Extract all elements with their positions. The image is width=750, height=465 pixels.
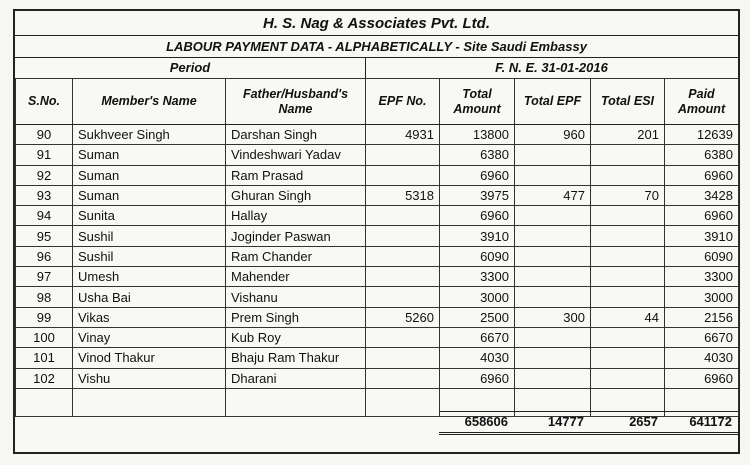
cell-paid-amount: 6670 (665, 327, 739, 347)
col-father-name: Father/Husband's Name (226, 79, 366, 125)
blank-cell (73, 388, 226, 416)
cell-total-epf (515, 226, 591, 246)
payment-table (15, 78, 739, 417)
cell-epf-no (366, 327, 440, 347)
cell-total-epf: 300 (515, 307, 591, 327)
blank-cell (226, 388, 366, 416)
cell-epf-no (366, 368, 440, 388)
cell-total-epf (515, 165, 591, 185)
cell-father-name: Bhaju Ram Thakur (226, 348, 366, 368)
cell-paid-amount: 3300 (665, 267, 739, 287)
cell-paid-amount: 6960 (665, 206, 739, 226)
cell-paid-amount: 4030 (665, 348, 739, 368)
cell-total-amount: 6960 (440, 165, 515, 185)
col-epf-no: EPF No. (366, 79, 440, 125)
cell-paid-amount: 6960 (665, 368, 739, 388)
cell-epf-no (366, 165, 440, 185)
cell-member-name: Vishu (73, 368, 226, 388)
cell-total-esi (591, 368, 665, 388)
cell-epf-no (366, 145, 440, 165)
table-row (16, 368, 739, 388)
payment-sheet (13, 9, 740, 454)
cell-paid-amount: 6380 (665, 145, 739, 165)
cell-epf-no (366, 226, 440, 246)
cell-total-esi (591, 267, 665, 287)
cell-father-name: Vishanu (226, 287, 366, 307)
cell-epf-no (366, 348, 440, 368)
cell-epf-no: 5260 (366, 307, 440, 327)
table-row (16, 287, 739, 307)
cell-total-amount: 3910 (440, 226, 515, 246)
cell-total-epf (515, 287, 591, 307)
cell-father-name: Ram Chander (226, 246, 366, 266)
cell-total-epf: 477 (515, 185, 591, 205)
period-value: F. N. E. 31-01-2016 (495, 60, 608, 75)
cell-epf-no (366, 287, 440, 307)
table-row (16, 348, 739, 368)
cell-paid-amount: 6960 (665, 165, 739, 185)
cell-total-esi (591, 348, 665, 368)
table-row (16, 145, 739, 165)
cell-paid-amount: 3000 (665, 287, 739, 307)
table-row (16, 125, 739, 145)
cell-total-amount: 4030 (440, 348, 515, 368)
cell-father-name: Vindeshwari Yadav (226, 145, 366, 165)
cell-total-esi (591, 287, 665, 307)
cell-member-name: Suman (73, 185, 226, 205)
period-label: Period (15, 57, 366, 78)
cell-epf-no (366, 267, 440, 287)
cell-paid-amount: 12639 (665, 125, 739, 145)
period-row (15, 57, 738, 79)
cell-total-epf (515, 145, 591, 165)
cell-sno: 95 (16, 226, 73, 246)
cell-total-epf (515, 368, 591, 388)
cell-sno: 91 (16, 145, 73, 165)
report-subtitle: LABOUR PAYMENT DATA - ALPHABETICALLY - Site Saudi Embassy (15, 35, 738, 58)
cell-paid-amount: 2156 (665, 307, 739, 327)
cell-sno: 97 (16, 267, 73, 287)
table-row (16, 267, 739, 287)
cell-father-name: Hallay (226, 206, 366, 226)
col-total-epf: Total EPF (515, 79, 591, 125)
table-row (16, 307, 739, 327)
grand-total-epf: 14777 (547, 414, 584, 429)
cell-total-esi (591, 327, 665, 347)
cell-total-amount: 3000 (440, 287, 515, 307)
cell-sno: 102 (16, 368, 73, 388)
cell-total-amount: 3300 (440, 267, 515, 287)
cell-total-epf (515, 267, 591, 287)
cell-total-epf: 960 (515, 125, 591, 145)
grand-total-esi: 2657 (629, 414, 658, 429)
cell-sno: 96 (16, 246, 73, 266)
blank-cell (366, 388, 440, 416)
cell-total-epf (515, 246, 591, 266)
cell-epf-no: 5318 (366, 185, 440, 205)
cell-member-name: Suman (73, 165, 226, 185)
cell-total-esi: 201 (591, 125, 665, 145)
cell-total-amount: 6380 (440, 145, 515, 165)
cell-father-name: Ghuran Singh (226, 185, 366, 205)
cell-total-amount: 13800 (440, 125, 515, 145)
cell-father-name: Darshan Singh (226, 125, 366, 145)
cell-total-esi (591, 246, 665, 266)
cell-member-name: Vikas (73, 307, 226, 327)
cell-father-name: Prem Singh (226, 307, 366, 327)
cell-total-amount: 6960 (440, 368, 515, 388)
cell-total-esi (591, 226, 665, 246)
cell-sno: 93 (16, 185, 73, 205)
company-title: H. S. Nag & Associates Pvt. Ltd. (15, 11, 738, 36)
table-header-row (16, 79, 739, 125)
cell-member-name: Sushil (73, 226, 226, 246)
cell-sno: 92 (16, 165, 73, 185)
cell-total-amount: 3975 (440, 185, 515, 205)
totals-row (439, 411, 738, 435)
cell-sno: 100 (16, 327, 73, 347)
col-member-name: Member's Name (73, 79, 226, 125)
table-row (16, 226, 739, 246)
col-paid-amount: Paid Amount (665, 79, 739, 125)
cell-father-name: Joginder Paswan (226, 226, 366, 246)
cell-father-name: Mahender (226, 267, 366, 287)
cell-total-amount: 6960 (440, 206, 515, 226)
cell-member-name: Vinod Thakur (73, 348, 226, 368)
cell-total-esi (591, 165, 665, 185)
cell-total-amount: 6670 (440, 327, 515, 347)
cell-total-epf (515, 206, 591, 226)
cell-sno: 99 (16, 307, 73, 327)
cell-member-name: Umesh (73, 267, 226, 287)
cell-total-esi: 70 (591, 185, 665, 205)
col-sno: S.No. (16, 79, 73, 125)
cell-total-esi (591, 145, 665, 165)
col-total-amount: Total Amount (440, 79, 515, 125)
cell-sno: 101 (16, 348, 73, 368)
cell-father-name: Ram Prasad (226, 165, 366, 185)
cell-sno: 98 (16, 287, 73, 307)
col-total-esi: Total ESI (591, 79, 665, 125)
table-row (16, 327, 739, 347)
cell-paid-amount: 6090 (665, 246, 739, 266)
cell-total-esi: 44 (591, 307, 665, 327)
cell-total-esi (591, 206, 665, 226)
cell-member-name: Vinay (73, 327, 226, 347)
cell-epf-no (366, 206, 440, 226)
cell-epf-no: 4931 (366, 125, 440, 145)
cell-sno: 90 (16, 125, 73, 145)
cell-epf-no (366, 246, 440, 266)
cell-paid-amount: 3428 (665, 185, 739, 205)
table-row (16, 206, 739, 226)
cell-member-name: Sukhveer Singh (73, 125, 226, 145)
cell-total-amount: 2500 (440, 307, 515, 327)
cell-total-epf (515, 348, 591, 368)
grand-paid-amount: 641172 (689, 414, 732, 429)
table-row (16, 165, 739, 185)
grand-total-amount: 658606 (464, 414, 508, 429)
table-row (16, 185, 739, 205)
table-row (16, 246, 739, 266)
cell-member-name: Sushil (73, 246, 226, 266)
cell-member-name: Usha Bai (73, 287, 226, 307)
cell-sno: 94 (16, 206, 73, 226)
cell-total-epf (515, 327, 591, 347)
cell-paid-amount: 3910 (665, 226, 739, 246)
cell-father-name: Dharani (226, 368, 366, 388)
cell-member-name: Suman (73, 145, 226, 165)
cell-father-name: Kub Roy (226, 327, 366, 347)
cell-total-amount: 6090 (440, 246, 515, 266)
blank-cell (16, 388, 73, 416)
cell-member-name: Sunita (73, 206, 226, 226)
